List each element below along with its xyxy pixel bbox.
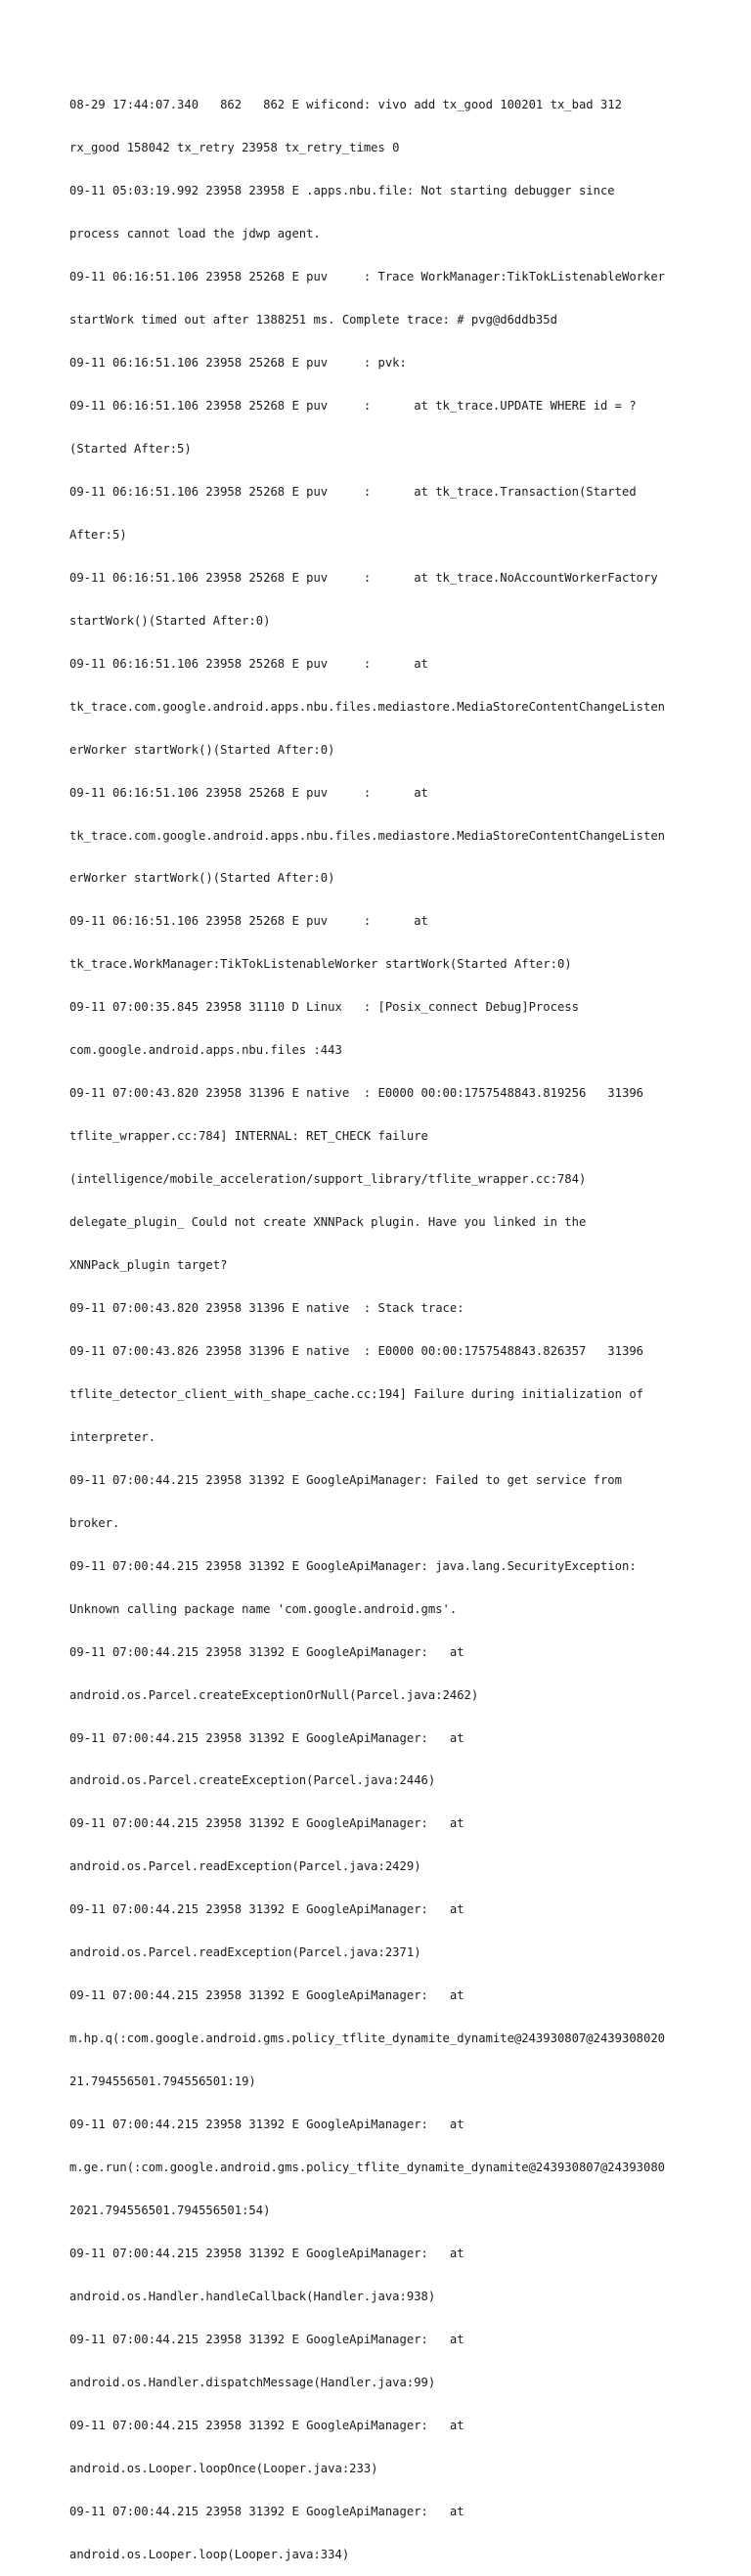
log-line: 2021.794556501.794556501:54) (69, 2204, 271, 2218)
log-line: 09-11 06:16:51.106 23958 25268 E puv : at (69, 914, 428, 929)
log-line: Unknown calling package name 'com.google.android.gms'. (69, 1601, 458, 1616)
log-line: 09-11 07:00:44.215 23958 31392 E GoogleApiManager: at (69, 2504, 464, 2518)
log-text-block (69, 69, 695, 2576)
log-line: android.os.Parcel.createExceptionOrNull(Parcel.java:2462) (69, 1687, 479, 1702)
log-line: erWorker startWork()(Started After:0) (69, 871, 335, 886)
log-line: 09-11 05:03:19.992 23958 23958 E .apps.nbu.file: Not starting debugger since (69, 184, 615, 198)
log-line: 09-11 07:00:43.820 23958 31396 E native : Stack trace: (69, 1301, 464, 1315)
log-line: 08-29 17:44:07.340 862 862 E wificond: vivo add tx_good 100201 tx_bad 312 (69, 98, 622, 112)
log-line: startWork timed out after 1388251 ms. Complete trace: # pvg@d6ddb35d (69, 313, 557, 327)
log-line: (intelligence/mobile_acceleration/support_library/tflite_wrapper.cc:784) (69, 1172, 587, 1187)
log-line: m.hp.q(:com.google.android.gms.policy_tflite_dynamite_dynamite@243930807@2439308020 (69, 2031, 666, 2046)
log-line: startWork()(Started After:0) (69, 613, 271, 628)
log-line: 09-11 07:00:44.215 23958 31392 E GoogleApiManager: at (69, 1902, 464, 1917)
log-line: 09-11 06:16:51.106 23958 25268 E puv : at (69, 656, 428, 671)
log-line: process cannot load the jdwp agent. (69, 227, 321, 241)
log-line: tk_trace.com.google.android.apps.nbu.files.mediastore.MediaStoreContentChangeListen (69, 828, 666, 843)
log-line: 09-11 07:00:44.215 23958 31392 E GoogleApiManager: at (69, 1816, 464, 1831)
log-line: tflite_detector_client_with_shape_cache.cc:194] Failure during initialization of (69, 1386, 643, 1401)
log-line: android.os.Parcel.readException(Parcel.java:2371) (69, 1945, 421, 1960)
log-line: com.google.android.apps.nbu.files :443 (69, 1043, 342, 1058)
log-line: 09-11 07:00:44.215 23958 31392 E GoogleApiManager: java.lang.SecurityException: (69, 1558, 637, 1573)
log-line: tk_trace.WorkManager:TikTokListenableWorker startWork(Started After:0) (69, 957, 572, 972)
log-line: 09-11 06:16:51.106 23958 25268 E puv : at tk_trace.NoAccountWorkerFactory (69, 570, 658, 585)
log-line: 09-11 07:00:44.215 23958 31392 E GoogleApiManager: Failed to get service from (69, 1472, 622, 1487)
log-line: 09-11 07:00:44.215 23958 31392 E GoogleApiManager: at (69, 1988, 464, 2003)
log-line: 09-11 07:00:35.845 23958 31110 D Linux : [Posix_connect Debug]Process (69, 1000, 579, 1015)
log-line: 09-11 07:00:44.215 23958 31392 E GoogleApiManager: at (69, 1644, 464, 1659)
log-line: m.ge.run(:com.google.android.gms.policy_tflite_dynamite_dynamite@243930807@24393080 (69, 2161, 666, 2175)
log-line: delegate_plugin_ Could not create XNNPack plugin. Have you linked in the (69, 1215, 587, 1230)
log-line: 09-11 06:16:51.106 23958 25268 E puv : at tk_trace.UPDATE WHERE id = ? (69, 398, 637, 413)
log-line: 09-11 07:00:43.820 23958 31396 E native : E0000 00:00:1757548843.819256 31396 (69, 1086, 643, 1101)
log-line: XNNPack_plugin target? (69, 1258, 228, 1273)
log-line: android.os.Looper.loopOnce(Looper.java:233) (69, 2461, 378, 2475)
log-line: android.os.Parcel.readException(Parcel.java:2429) (69, 1859, 421, 1874)
log-line: 09-11 07:00:44.215 23958 31392 E GoogleApiManager: at (69, 2332, 464, 2346)
log-line: 21.794556501.794556501:19) (69, 2074, 256, 2089)
log-line: android.os.Handler.dispatchMessage(Handler.java:99) (69, 2375, 436, 2389)
log-line: 09-11 07:00:44.215 23958 31392 E GoogleApiManager: at (69, 2418, 464, 2432)
log-line: 09-11 07:00:43.826 23958 31396 E native : E0000 00:00:1757548843.826357 31396 (69, 1343, 643, 1358)
log-line: (Started After:5) (69, 441, 192, 456)
log-line: android.os.Handler.handleCallback(Handler.java:938) (69, 2289, 436, 2303)
log-line: broker. (69, 1515, 120, 1530)
log-line: 09-11 06:16:51.106 23958 25268 E puv : at (69, 785, 428, 800)
log-line: 09-11 07:00:44.215 23958 31392 E GoogleApiManager: at (69, 2118, 464, 2132)
log-line: rx_good 158042 tx_retry 23958 tx_retry_times 0 (69, 141, 400, 155)
log-line: 09-11 07:00:44.215 23958 31392 E GoogleApiManager: at (69, 1730, 464, 1745)
log-line: 09-11 06:16:51.106 23958 25268 E puv : pvk: (69, 356, 407, 371)
log-line: erWorker startWork()(Started After:0) (69, 742, 335, 757)
log-line: tk_trace.com.google.android.apps.nbu.files.mediastore.MediaStoreContentChangeListen (69, 699, 666, 714)
log-line: 09-11 07:00:44.215 23958 31392 E GoogleApiManager: at (69, 2246, 464, 2260)
log-line: interpreter. (69, 1429, 156, 1444)
log-line: 09-11 06:16:51.106 23958 25268 E puv : at tk_trace.Transaction(Started (69, 484, 637, 499)
log-line: 09-11 06:16:51.106 23958 25268 E puv : Trace WorkManager:TikTokListenableWorker (69, 270, 666, 284)
log-line: tflite_wrapper.cc:784] INTERNAL: RET_CHECK failure (69, 1129, 428, 1144)
log-line: android.os.Looper.loop(Looper.java:334) (69, 2547, 350, 2561)
log-line: android.os.Parcel.createException(Parcel.java:2446) (69, 1773, 436, 1788)
log-line: After:5) (69, 527, 127, 542)
